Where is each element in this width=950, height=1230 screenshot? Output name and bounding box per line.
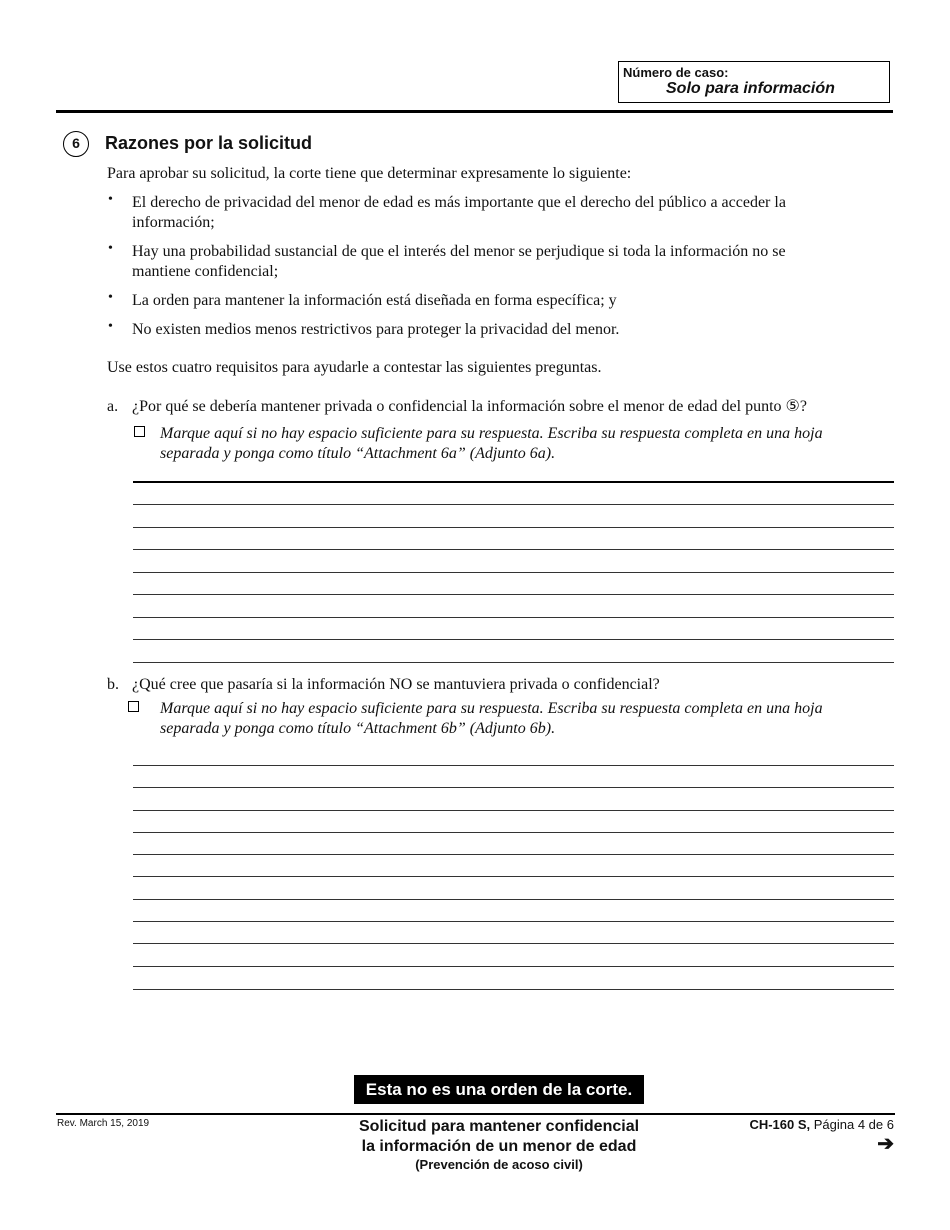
answer-line[interactable]	[133, 810, 894, 811]
answer-line[interactable]	[133, 594, 894, 595]
answer-line[interactable]	[133, 989, 894, 990]
question-a-text: ¿Por qué se debería mantener privada o confidencial la información sobre el menor de edad del punto ⑤?	[132, 398, 807, 415]
answer-line[interactable]	[133, 899, 894, 900]
form-title-line: Solicitud para mantener confidencial	[358, 1118, 640, 1135]
form-page-info	[749, 1117, 894, 1132]
answer-line[interactable]	[133, 549, 894, 550]
question-b-letter: b.	[107, 676, 119, 693]
bullet-icon: •	[108, 241, 113, 256]
bullet-item	[132, 242, 786, 282]
next-page-arrow-icon: ➔	[877, 1133, 894, 1155]
attachment-6b-checkbox[interactable]	[128, 701, 139, 712]
bullet-text-line: El derecho de privacidad del menor de edad es más importante que el derecho del público a acceder la	[132, 194, 786, 211]
answer-line[interactable]	[133, 572, 894, 573]
answer-line[interactable]	[133, 504, 894, 505]
case-number-box	[618, 61, 890, 103]
attachment-6a-checkbox[interactable]	[134, 426, 145, 437]
case-number-value: Solo para información	[666, 80, 835, 97]
bullet-icon: •	[108, 290, 113, 305]
question-a-letter: a.	[107, 398, 119, 415]
bullet-icon: •	[108, 319, 113, 334]
page-number: Página 4 de 6	[810, 1117, 894, 1132]
instruction-line: separada y ponga como título “Attachment 6a” (Adjunto 6a).	[160, 445, 556, 462]
answer-line[interactable]	[133, 854, 894, 855]
footer-divider	[56, 1113, 895, 1115]
answer-line[interactable]	[133, 527, 894, 528]
bullet-item: No existen medios menos restrictivos para proteger la privacidad del menor.	[132, 321, 620, 338]
form-subtitle: (Prevención de acoso civil)	[415, 1157, 583, 1172]
answer-line[interactable]	[133, 943, 894, 944]
answer-line[interactable]	[133, 639, 894, 640]
form-title	[320, 1117, 678, 1173]
not-a-court-order-notice: Esta no es una orden de la corte.	[354, 1075, 644, 1104]
section-title: Razones por la solicitud	[105, 133, 313, 153]
answer-line[interactable]	[133, 662, 894, 663]
guidance-text: Use estos cuatro requisitos para ayudarle a contestar las siguientes preguntas.	[107, 359, 602, 376]
answer-line[interactable]	[133, 832, 894, 833]
form-title-line: la información de un menor de edad	[361, 1138, 637, 1155]
answer-line[interactable]	[133, 966, 894, 967]
bullet-text-line: Hay una probabilidad sustancial de que el interés del menor se perjudique si toda la información no se	[132, 243, 786, 260]
answer-line[interactable]	[133, 876, 894, 877]
case-number-label: Número de caso:	[623, 65, 729, 80]
bullet-text-line: mantiene confidencial;	[132, 263, 279, 280]
form-code: CH-160 S,	[749, 1117, 811, 1132]
bullet-icon: •	[108, 192, 113, 207]
section-intro: Para aprobar su solicitud, la corte tiene que determinar expresamente lo siguiente:	[107, 165, 632, 182]
revision-date: Rev. March 15, 2019	[57, 1118, 150, 1129]
answer-line[interactable]	[133, 787, 894, 788]
section-number-badge: 6	[63, 131, 89, 157]
bullet-text-line: información;	[132, 214, 215, 231]
instruction-line: Marque aquí si no hay espacio suficiente para su respuesta. Escriba su respuesta completa en una hoja	[160, 425, 823, 442]
bullet-item	[132, 193, 786, 233]
bullet-item: La orden para mantener la información está diseñada en forma específica; y	[132, 292, 617, 309]
instruction-line: Marque aquí si no hay espacio suficiente para su respuesta. Escriba su respuesta completa en una hoja	[160, 700, 823, 717]
instruction-line: separada y ponga como título “Attachment 6b” (Adjunto 6b).	[160, 720, 556, 737]
attachment-6a-instruction	[160, 424, 823, 464]
answer-line[interactable]	[133, 481, 894, 483]
answer-line[interactable]	[133, 765, 894, 766]
attachment-6b-instruction	[160, 699, 823, 739]
answer-line[interactable]	[133, 617, 894, 618]
top-divider	[56, 110, 893, 113]
question-b-text: ¿Qué cree que pasaría si la información NO se mantuviera privada o confidencial?	[132, 676, 660, 693]
answer-line[interactable]	[133, 921, 894, 922]
